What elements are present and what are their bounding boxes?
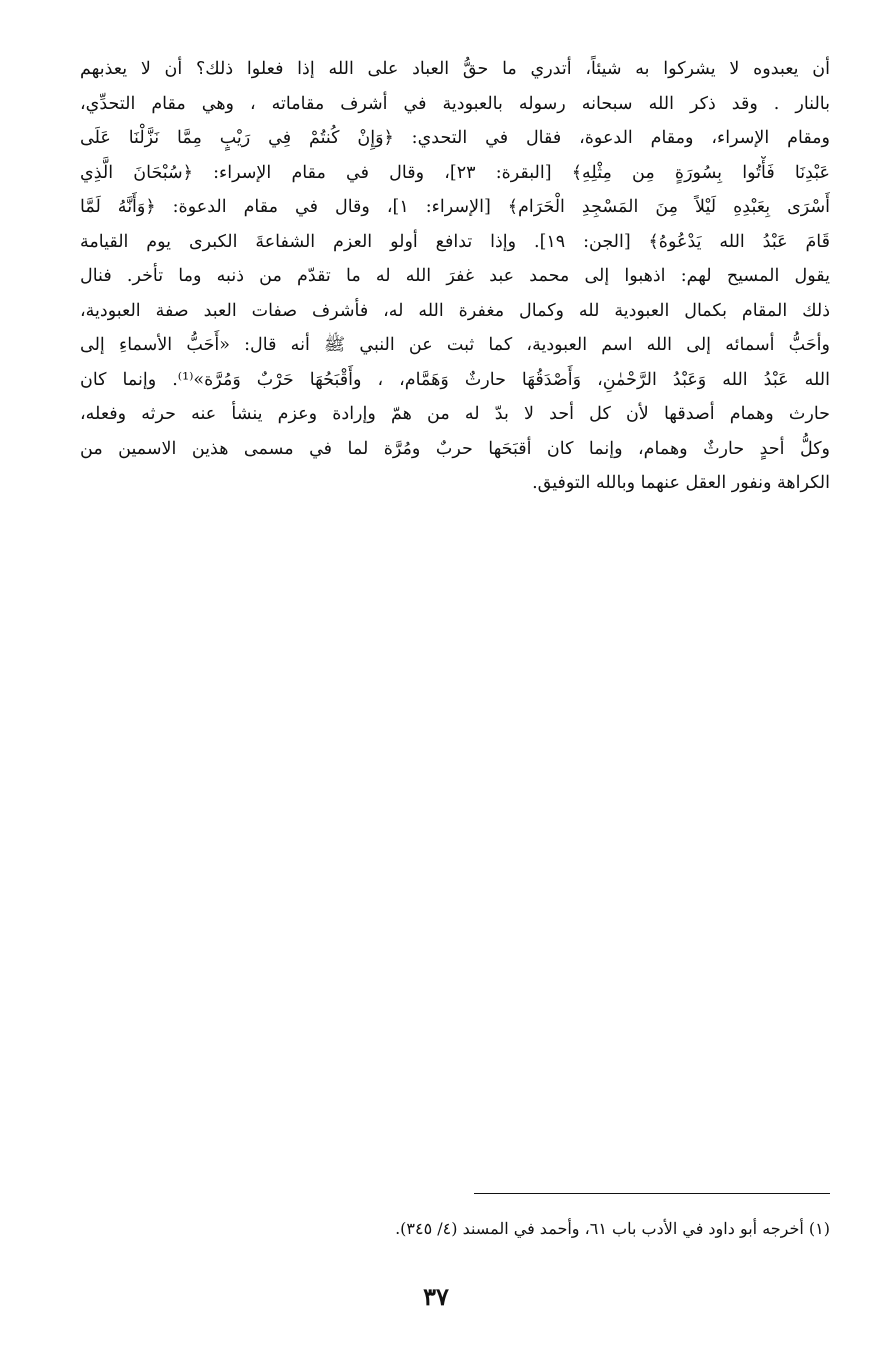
text-line: الله عَبْدُ الله وَعَبْدُ الرَّحْمٰنِ، وَأَصْدَقُهَا حارثٌ وَهَمَّام، ، وأَقْبَحُهَا حَرْبٌ وَمُرَّة»⁽¹⁾. وإنما كان — [80, 369, 830, 390]
text-line: قَامَ عَبْدُ الله يَدْعُوهُ﴾ [الجن: ١٩]. وإذا تدافع أولو العزم الشفاعةَ الكبرى يوم القيامة — [80, 231, 830, 252]
text-line: ذلك المقام بكمال العبودية لله وكمال مغفرة الله له، فأشرف صفات العبد صفة العبودية، — [80, 300, 830, 321]
page-number: ٣٧ — [423, 1282, 449, 1311]
text-line: وأحَبُّ أسمائه إلى الله اسم العبودية، كما ثبت عن النبي ﷺ أنه قال: «أَحَبُّ الأسماءِ إلى — [80, 335, 830, 355]
text-line: الكراهة ونفور العقل عنهما وبالله التوفيق. — [532, 473, 830, 493]
text-line: وكلُّ أحدٍ حارثٌ وهمام، وإنما كان أقبَحَها حربٌ ومُرَّة لما في مسمى هذين الاسمين من — [80, 438, 830, 459]
text-line: حارث وهمام أصدقها لأن كل أحد لا بدّ له من همّ وإرادة وعزم ينشأ عنه حرثه وفعله، — [80, 404, 830, 424]
text-line: أن يعبدوه لا يشركوا به شيئاً، أتدري ما حقُّ العباد على الله إذا فعلوا ذلك؟ أن لا يعذبهم — [80, 59, 830, 79]
footnote: (١) أخرجه أبو داود في الأدب باب ٦١، وأحمد في المسند (٤/ ٣٤٥). — [395, 1219, 830, 1238]
text-line: بالنار . وقد ذكر الله سبحانه رسوله بالعبودية في أشرف مقاماته ، وهي مقام التحدِّي، — [80, 93, 830, 114]
text-line: عَبْدِنَا فَأْتُوا بِسُورَةٍ مِن مِثْلِهِ﴾ [البقرة: ٢٣]، وقال في مقام الإسراء: ﴿سُبْحَانَ الَّذِي — [80, 162, 830, 183]
text-line: أَسْرَى بِعَبْدِهِ لَيْلاً مِنَ المَسْجِدِ الْحَرَام﴾ [الإسراء: ١]، وقال في مقام الدعوة: ﴿وَأَنَّهُ لَمَّا — [80, 197, 830, 217]
footnote-divider — [474, 1193, 830, 1194]
text-line: يقول المسيح لهم: اذهبوا إلى محمد عبد غفرَ الله له ما تقدّم من ذنبه وما تأخر. فنال — [80, 266, 830, 286]
body-text — [80, 52, 830, 501]
text-line: ومقام الإسراء، ومقام الدعوة، فقال في التحدي: ﴿وَإِنْ كُنتُمْ فِي رَيْبٍ مِمَّا نَزَّلْنَا عَلَى — [80, 128, 830, 148]
